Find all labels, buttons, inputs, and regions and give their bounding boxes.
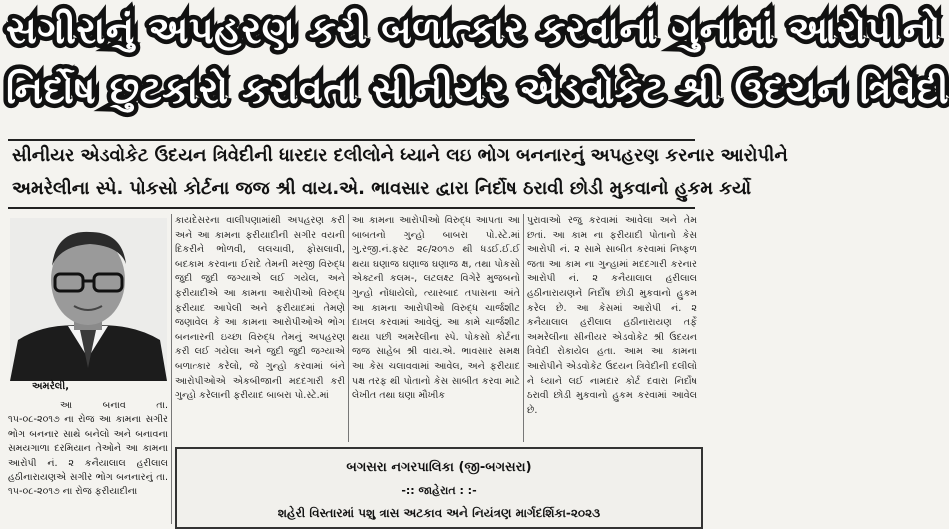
article-column-1-text: આ બનાવ તા. ૧૫-૦૮-૨૦૧૭ ના રોજ આ કામના સગીર ભોગ બનનાર સાથે બનેલો અને બનાવના સમયગાળા દરમિયાન તેઓને આ કામના આરોપી નં. ૨ કનૈયાલાલ હરીલાલ હઠીનારાયણએ સગીર ભોગ બનનારનું તા. ૧૫-૦૮-૨૦૧૭ ના રોજ ફરીયાદીના (8, 400, 168, 498)
notice-title: બગસરા નગરપાલિકા (જી-બગસરા) (346, 460, 532, 475)
column-divider (171, 214, 172, 524)
article-column-3-text: આ કામના આરોપીઓ વિરુદ્ધ આપતા આ બાબતનો ગુન્હો બાબરા પો.સ્ટે.માં ગુ.રજી.નં.ફસ્ટ ૨૯/૨૦૧૭ થી ધડઈ.ઈ.ઈ થયા ઘણાજ ઘણાજ ઘણાજ ક્ષ, તથા પોકસો એક્ટની કલમ-, લટલક્ષ્ટ વિગેરે મુજબનો ગુન્હો નોંધાયેલો, ત્યારબાદ તપાસના અંતે આ કામના આરોપીઓ વિરુદ્ધ ચાર્જશીટ દાખલ કરવામાં આવેલું. આ કામે ચાર્જશીટ થયા પછી અમરેલીના સ્પે. પોકસો કોર્ટના જજ સાહેબ શ્રી વાય.એ. ભાવસાર સમક્ષ આ કેસ ચલાવવામાં આવેલ, અને ફરીયાદ પક્ષ તરફ થી પોતાનો કેસ સાબીત કરવા માટે લેખીત તથા ઘણા મૌખીક (352, 215, 520, 402)
article-column-1 (8, 399, 168, 519)
article-dateline: અમરેલી, (32, 381, 69, 392)
advocate-portrait-image (10, 218, 167, 381)
subheadline-bottom-rule (8, 207, 695, 209)
article-column-4-text: પુરાવાઓ રજુ કરવામાં આવેલા અને તેમ છતાં. આ કામ ના ફરીયાદી પોતાનો કેસ આરોપી નં. ૨ સામે સાબીત કરવામાં નિષ્ફળ જતા આ કામ ના ગુન્હામાં મદદગારી કરનાર આરોપી નં. ૨ કનૈયાલાલ હરીલાલ હઠીનારાયણને નિર્દોષ છોડી મુકવાનો હુકમ કરેલ છે. આ કેસમાં આરોપી નં. ૨ કનૈયાલાલ હરીલાલ હઠીનારાયણ તર્ફે અમરેલીના સીનીયર એડવોકેટ શ્રી ઉદયન ત્રિવેદી રોકાયેલ હતા. આમ આ કામના આરોપીને એડવોકેટ ઉદયન ત્રિવેદીની દલીલો ને ધ્યાને લઈ નામદાર કોર્ટ દવારા નિર્દોષ ઠરાવી છોડી મુકવાનો હુકમ કરવામાં આવેલ છે. (527, 215, 697, 416)
article-column-4 (527, 214, 697, 442)
subheadline-line-2: અમરેલીના સ્પે. પોકસો કોર્ટના જજ શ્રી વાય.એ. ભાવસાર દ્વારા નિર્દોષ ઠરાવી છોડી મુકવાનો હુકમ કર્યો (12, 178, 752, 199)
headline-line-2: નિર્દોષ છુટકારો કરાવતા સીનીયર એડવોકેટ શ્રી ઉદયન ત્રિવેદી (6, 68, 949, 112)
article-column-2-text: કાયદેસરના વાલીપણામાંથી અપહરણ કરી અને આ કામના ફરીયાદીની સગીર વયની દિકરીને ભોળવી, લલચાવી, ફોસલાવી, બદકામ કરવાના ઈરાદે તેમની મરજી વિરુદ્ધ જુદી જુદી જગ્યાએ લઈ ગયેલ, અને ફરીયાદીએ આ કામના આરોપીઓ વિરુદ્ધ ફરીયાદ આપેલી અને ફરીયાદમાં તેમણે જણાવેલ કે આ કામના આરોપીઓએ ભોગ બનનારની ઇચ્છા વિરુદ્ધ તેમનું અપહરણ કરી લઈ ગયેલા અને જુદી જુદી જગ્યાએ બળાત્કાર કરેલો, જે ગુન્હો કરવામાં બંને આરોપીઓએ એકબીજાની મદદગારી કરી ગુન્હો કરેલાની ફરીયાદ બાબરા પો.સ્ટે.માં (175, 215, 345, 402)
subheadline-top-rule (8, 139, 695, 141)
municipal-notice (175, 447, 703, 529)
article-column-3 (352, 214, 520, 442)
subheadline-line-1: સીનીયર એડવોકેટ ઉદયન ત્રિવેદીની ધારદાર દલીલોને ધ્યાને લઇ ભોગ બનનારનું અપહરણ કરનાર આરોપીને (12, 145, 788, 166)
column-divider (348, 214, 349, 442)
advocate-photo (10, 218, 167, 381)
notice-subtitle: -:: જાહેરાત : :- (401, 484, 477, 497)
headline-line-1: સગીરાનું અપહરણ કરી બળાત્કાર કરવાનાં ગુનામાં આરોપીનો (6, 8, 941, 52)
notice-body: શહેરી વિસ્તારમાં પશુ ત્રાસ અટકાવ અને નિયંત્રણ માર્ગદર્શિકા-૨૦૨૩ (277, 506, 601, 520)
column-divider (523, 214, 524, 442)
article-column-2 (175, 214, 345, 442)
